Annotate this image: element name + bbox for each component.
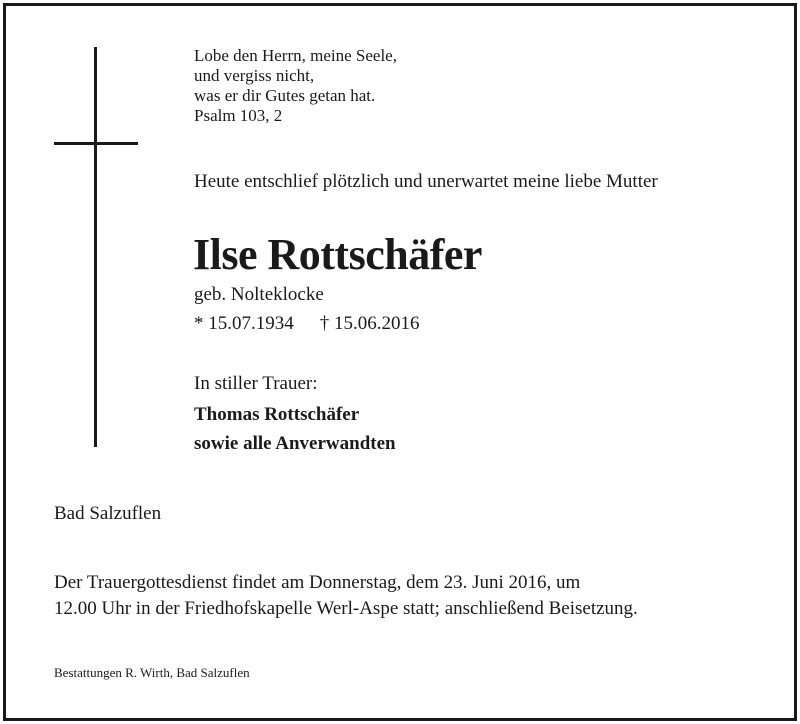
cross-vertical-bar [94, 47, 97, 447]
bible-verse [194, 46, 397, 126]
place: Bad Salzuflen [54, 503, 162, 524]
cross-horizontal-bar [54, 142, 138, 145]
mourners-label: In stiller Trauer: [194, 373, 318, 394]
mourner-name: sowie alle Anverwandten [194, 433, 396, 454]
verse-reference: Psalm 103, 2 [194, 106, 283, 125]
service-info [54, 570, 638, 622]
death-date: † 15.06.2016 [319, 313, 420, 334]
undertaker: Bestattungen R. Wirth, Bad Salzuflen [54, 665, 250, 680]
service-line: Der Trauergottesdienst findet am Donnerstag, dem 23. Juni 2016, um [54, 572, 581, 593]
verse-line: und vergiss nicht, [194, 66, 315, 85]
birth-name: geb. Nolteklocke [194, 284, 324, 305]
birth-date: * 15.07.1934 [194, 313, 294, 334]
verse-line: was er dir Gutes getan hat. [194, 86, 376, 105]
verse-line: Lobe den Herrn, meine Seele, [194, 46, 397, 65]
mourner-name: Thomas Rottschäfer [194, 404, 360, 425]
death-announcement: Heute entschlief plötzlich und unerwartet meine liebe Mutter [194, 171, 658, 192]
life-dates [194, 313, 420, 335]
service-line: 12.00 Uhr in der Friedhofskapelle Werl-Aspe statt; anschließend Beisetzung. [54, 598, 638, 619]
deceased-name: Ilse Rottschäfer [193, 230, 482, 279]
